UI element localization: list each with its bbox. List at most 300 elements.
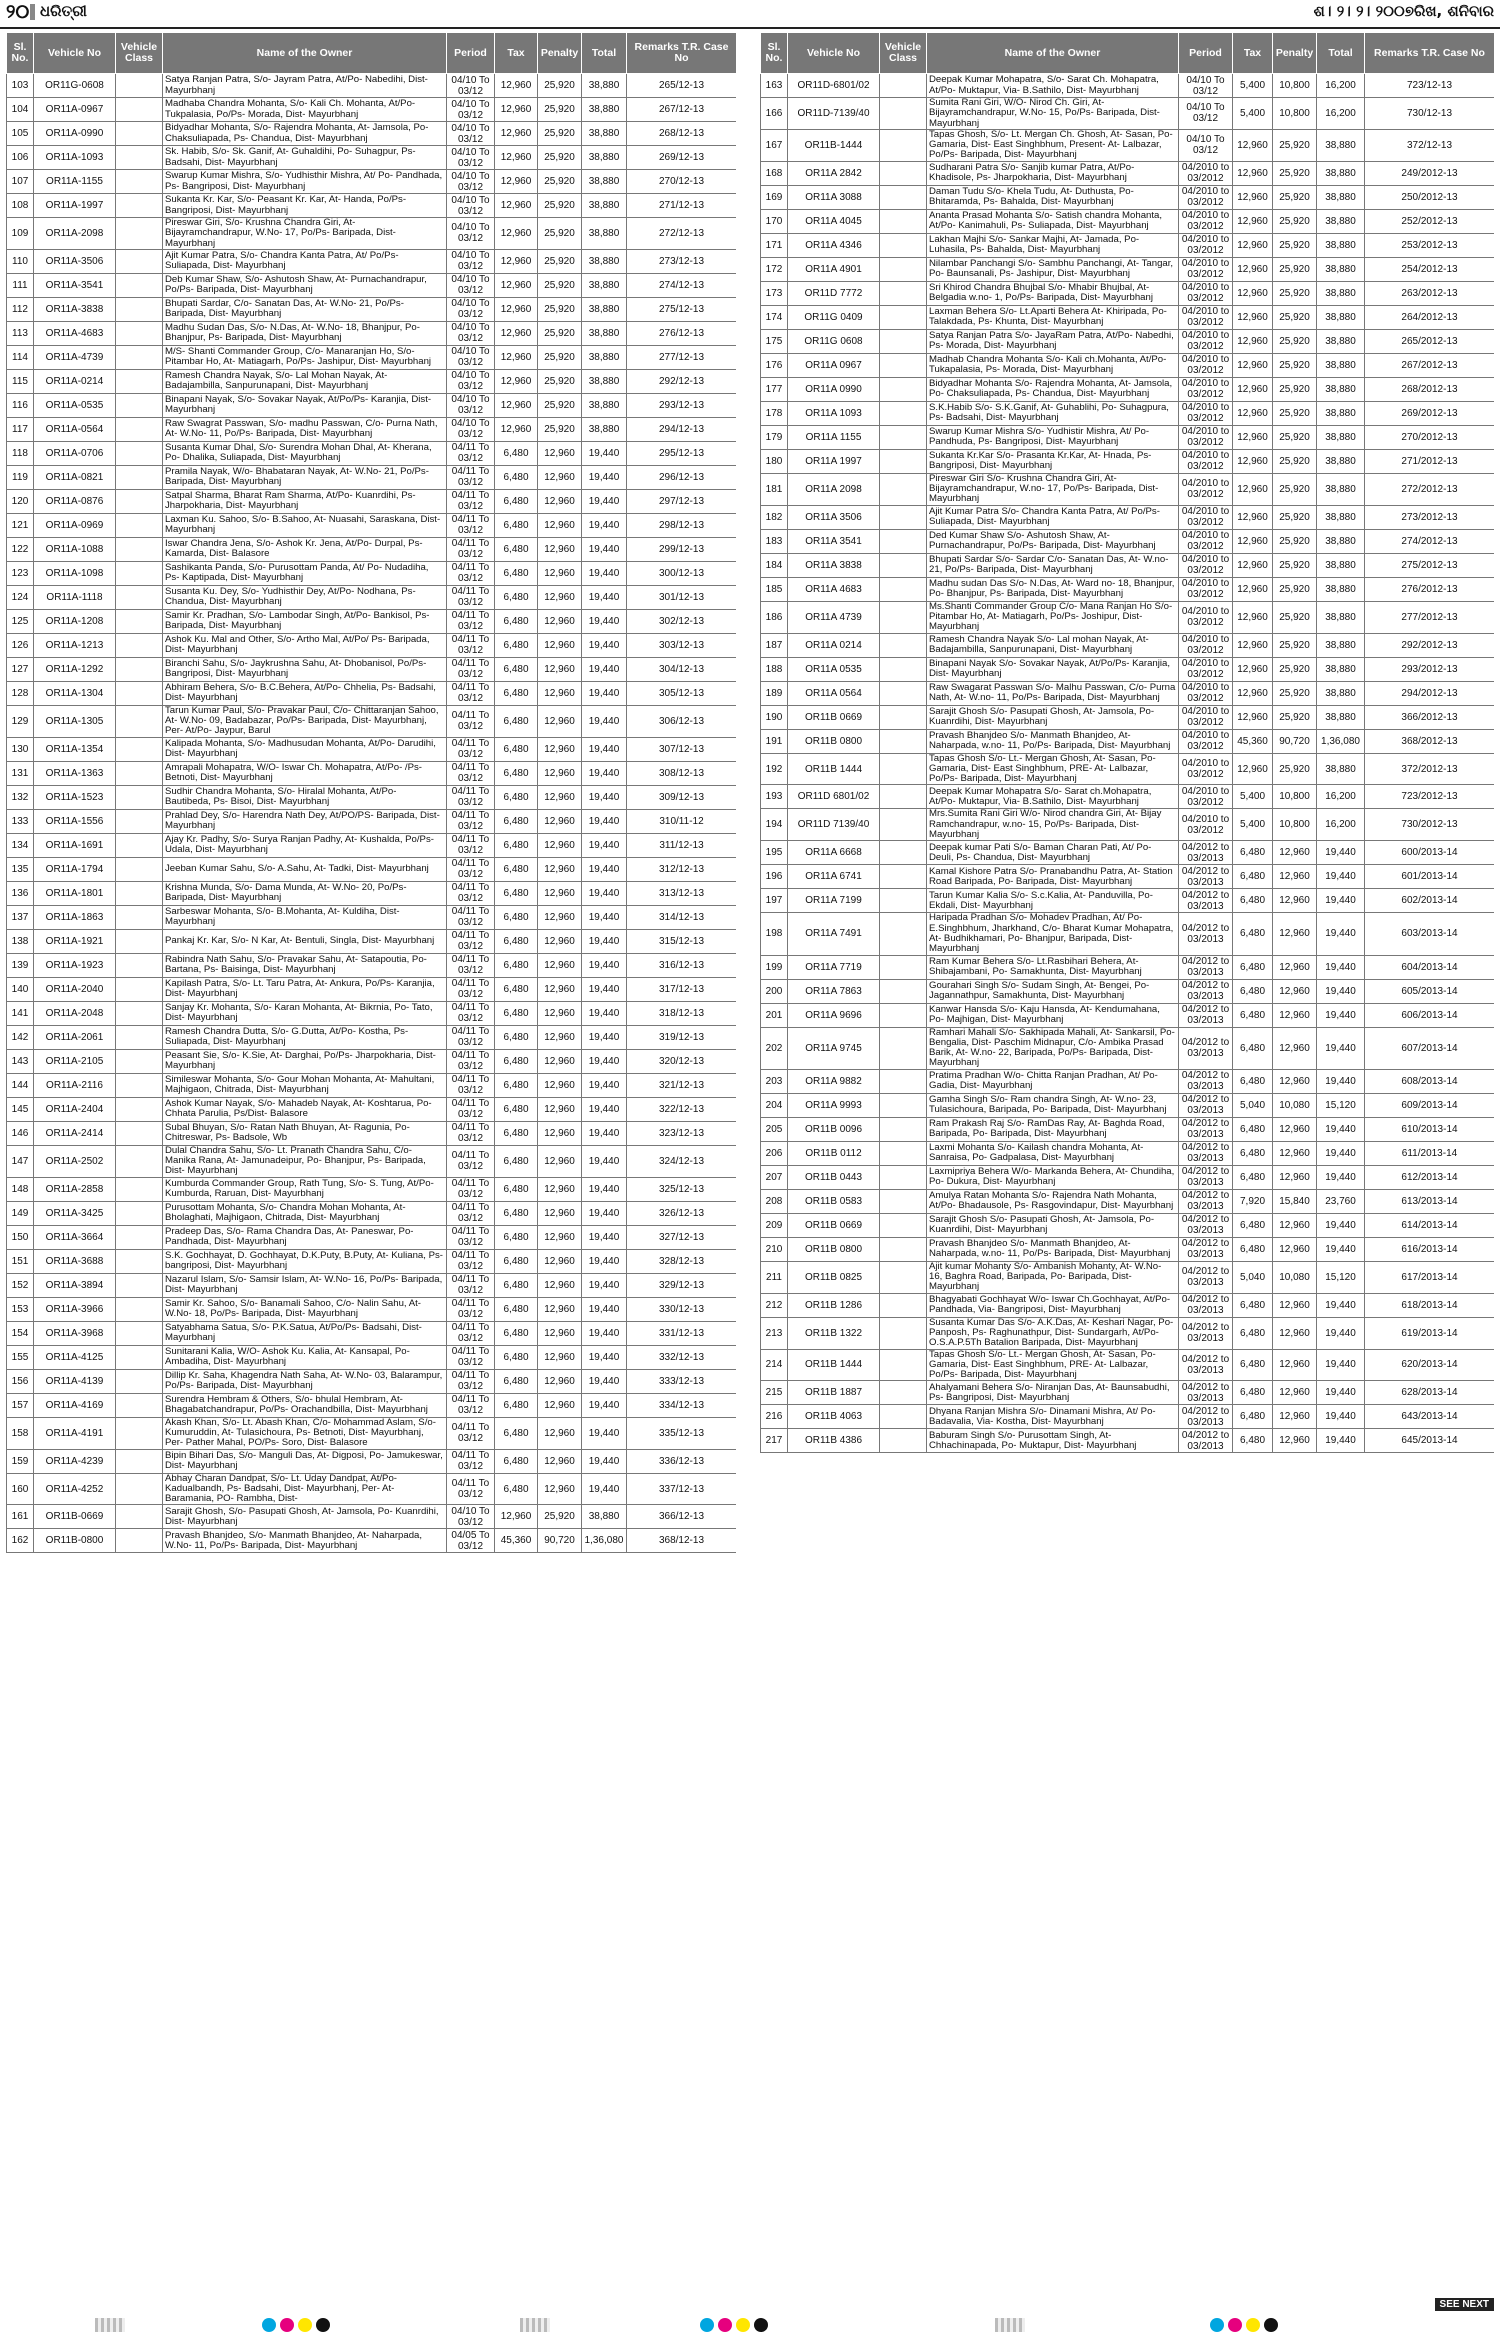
cell-penalty: 25,920 (1273, 449, 1317, 473)
cell-vehicle-no: OR11A 9745 (788, 1027, 880, 1069)
cell-vehicle-class (880, 729, 927, 753)
cell-tax: 12,960 (495, 273, 538, 297)
cell-tax: 12,960 (495, 122, 538, 146)
cell-penalty: 12,960 (538, 513, 582, 537)
cell-remarks: 311/12-13 (627, 833, 737, 857)
cell-vehicle-class (116, 122, 163, 146)
cell-tax: 12,960 (1233, 257, 1273, 281)
cell-total: 19,440 (1317, 1381, 1365, 1405)
cell-period: 04/11 To 03/12 (447, 1321, 495, 1345)
cell-vehicle-no: OR11A 7491 (788, 913, 880, 955)
cell-total: 19,440 (1317, 1349, 1365, 1381)
cell-vehicle-no: OR11A-1863 (34, 905, 116, 929)
cell-vehicle-no: OR11A-2116 (34, 1073, 116, 1097)
cell-owner: Pradeep Das, S/o- Rama Chandra Das, At- Paneswar, Po- Pandhada, Dist- Mayurbhanj (163, 1225, 447, 1249)
cell-total: 38,880 (1317, 185, 1365, 209)
cell-sl: 140 (7, 977, 34, 1001)
left-table-body (7, 74, 737, 1553)
cell-sl: 148 (7, 1177, 34, 1201)
table-row (7, 1369, 737, 1393)
cell-vehicle-class (116, 1345, 163, 1369)
cell-owner: Ms.Shanti Commander Group C/o- Mana Ranjan Ho S/o- Pitambar Ho, At- Matiagarh, Po/Ps- Joshipur, Dist- Mayurbhanj (927, 601, 1179, 633)
cell-period: 04/10 To 03/12 (447, 345, 495, 369)
cell-total: 16,200 (1317, 785, 1365, 809)
cell-vehicle-no: OR11A-2414 (34, 1121, 116, 1145)
cell-owner: Swarup Kumar Mishra S/o- Yudhistir Mishra, At/ Po- Pandhuda, Ps- Bangriposi, Dist- Mayurbhanj (927, 425, 1179, 449)
cell-remarks: 252/2012-13 (1365, 209, 1495, 233)
cell-vehicle-class (880, 305, 927, 329)
cell-period: 04/10 To 03/12 (447, 146, 495, 170)
table-row (7, 74, 737, 98)
cell-remarks: 368/2012-13 (1365, 729, 1495, 753)
cell-remarks: 604/2013-14 (1365, 955, 1495, 979)
cell-period: 04/11 To 03/12 (447, 633, 495, 657)
cell-period: 04/11 To 03/12 (447, 1473, 495, 1505)
cell-total: 38,880 (1317, 401, 1365, 425)
cell-sl: 174 (761, 305, 788, 329)
cell-vehicle-no: OR11A 0564 (788, 681, 880, 705)
cell-sl: 186 (761, 601, 788, 633)
cell-owner: Nilambar Panchangi S/o- Sambhu Panchangi, At- Tangar, Po- Baunsanali, Ps- Jashipur, Dist- Mayurbhanj (927, 257, 1179, 281)
cell-period: 04/2012 to 03/2013 (1179, 1213, 1233, 1237)
cell-remarks: 605/2013-14 (1365, 979, 1495, 1003)
cell-sl: 168 (761, 161, 788, 185)
cell-owner: Susanta Kumar Dhal, S/o- Surendra Mohan Dhal, At- Kherana, Po- Dhalika, Suliapada, Dist- Mayurbhanj (163, 441, 447, 465)
cell-sl: 194 (761, 809, 788, 841)
cell-period: 04/11 To 03/12 (447, 1345, 495, 1369)
cell-vehicle-class (880, 753, 927, 785)
table-row (761, 1093, 1495, 1117)
cell-owner: Ananta Prasad Mohanta S/o- Satish chandra Mohanta, At/Po- Kanimahuli, Ps- Suliapada, Dist- Mayurbhanj (927, 209, 1179, 233)
col-sl: Sl. No. (761, 33, 788, 74)
cell-vehicle-class (116, 657, 163, 681)
cell-remarks: 368/12-13 (627, 1529, 737, 1553)
table-row (761, 161, 1495, 185)
cell-total: 19,440 (1317, 841, 1365, 865)
cell-owner: Ajay Kr. Padhy, S/o- Surya Ranjan Padhy, At- Kushalda, Po/Ps- Udala, Dist- Mayurbhanj (163, 833, 447, 857)
cell-penalty: 12,960 (538, 929, 582, 953)
cell-owner: Iswar Chandra Jena, S/o- Ashok Kr. Jena, At/Po- Durpal, Ps- Kamarda, Dist- Balasore (163, 537, 447, 561)
table-row (7, 1249, 737, 1273)
col-period: Period (1179, 33, 1233, 74)
cell-owner: Abhay Charan Dandpat, S/o- Lt. Uday Dandpat, At/Po- Kadualbandh, Ps- Badsahi, Dist- Mayurbhanj, Per- At- Baramania, PO- Rambha, Dist- (163, 1473, 447, 1505)
cell-vehicle-no: OR11A-4252 (34, 1473, 116, 1505)
cell-period: 04/2012 to 03/2013 (1179, 1317, 1233, 1349)
cell-owner: Kalipada Mohanta, S/o- Madhusudan Mohanta, At/Po- Darudihi, Dist- Mayurbhanj (163, 737, 447, 761)
cell-vehicle-no: OR11A-1691 (34, 833, 116, 857)
table-row (7, 417, 737, 441)
cell-penalty: 25,920 (538, 393, 582, 417)
cell-sl: 136 (7, 881, 34, 905)
cell-vehicle-class (880, 705, 927, 729)
cell-vehicle-no: OR11B 4063 (788, 1405, 880, 1429)
cell-total: 19,440 (582, 1249, 627, 1273)
cell-vehicle-no: OR11A-1098 (34, 561, 116, 585)
cell-tax: 6,480 (495, 737, 538, 761)
cell-sl: 209 (761, 1213, 788, 1237)
cell-vehicle-class (880, 257, 927, 281)
cell-vehicle-no: OR11A 1155 (788, 425, 880, 449)
cell-period: 04/10 To 03/12 (447, 249, 495, 273)
cell-vehicle-no: OR11B 1286 (788, 1293, 880, 1317)
cell-vehicle-class (116, 1369, 163, 1393)
cell-vehicle-no: OR11A-3425 (34, 1201, 116, 1225)
cell-total: 19,440 (582, 681, 627, 705)
cell-tax: 6,480 (495, 1249, 538, 1273)
cell-vehicle-class (880, 529, 927, 553)
cell-remarks: 337/12-13 (627, 1473, 737, 1505)
cell-owner: Sukanta Kr.Kar S/o- Prasanta Kr.Kar, At- Hnada, Ps- Bangriposi, Dist- Mayurbhanj (927, 449, 1179, 473)
cell-tax: 12,960 (495, 321, 538, 345)
cell-vehicle-class (116, 321, 163, 345)
cell-total: 38,880 (1317, 505, 1365, 529)
cell-total: 19,440 (1317, 865, 1365, 889)
cell-period: 04/2012 to 03/2013 (1179, 841, 1233, 865)
cell-vehicle-no: OR11A-4683 (34, 321, 116, 345)
cell-tax: 6,480 (495, 905, 538, 929)
cell-total: 19,440 (582, 833, 627, 857)
cell-vehicle-class (116, 170, 163, 194)
cell-remarks: 320/12-13 (627, 1049, 737, 1073)
cell-total: 19,440 (582, 1369, 627, 1393)
cell-remarks: 270/12-13 (627, 170, 737, 194)
cell-sl: 105 (7, 122, 34, 146)
cell-vehicle-class (116, 1273, 163, 1297)
cell-vehicle-no: OR11A-1155 (34, 170, 116, 194)
cell-penalty: 12,960 (538, 857, 582, 881)
table-row (7, 1225, 737, 1249)
cell-remarks: 333/12-13 (627, 1369, 737, 1393)
cell-sl: 124 (7, 585, 34, 609)
cell-remarks: 296/12-13 (627, 465, 737, 489)
yellow-dot (1246, 2318, 1260, 2332)
newspaper-name: ଧରିତ୍ରୀ (40, 2, 87, 20)
cell-sl: 199 (761, 955, 788, 979)
col-penalty: Penalty (1273, 33, 1317, 74)
cell-owner: Pravash Bhanjdeo S/o- Manmath Bhanjdeo, At- Naharpada, w.no- 11, Po/Ps- Baripada, Dist- Mayurbhanj (927, 1237, 1179, 1261)
cell-vehicle-no: OR11A 6741 (788, 865, 880, 889)
cell-penalty: 10,800 (1273, 98, 1317, 130)
cell-period: 04/11 To 03/12 (447, 465, 495, 489)
cell-tax: 12,960 (1233, 753, 1273, 785)
cell-vehicle-class (116, 369, 163, 393)
table-row (761, 633, 1495, 657)
cell-tax: 6,480 (1233, 1317, 1273, 1349)
cell-remarks: 306/12-13 (627, 705, 737, 737)
cell-owner: Lakhan Majhi S/o- Sankar Majhi, At- Jamada, Po- Luhasila, Ps- Bahalda, Dist- Mayurbhanj (927, 233, 1179, 257)
cell-total: 38,880 (1317, 657, 1365, 681)
cell-owner: Satya Ranjan Patra, S/o- Jayram Patra, At/Po- Nabedihi, Dist- Mayurbhanj (163, 74, 447, 98)
cell-remarks: 276/2012-13 (1365, 577, 1495, 601)
table-row (761, 329, 1495, 353)
cell-owner: Laxmipriya Behera W/o- Markanda Behera, At- Chundiha, Po- Dukura, Dist- Mayurbhanj (927, 1165, 1179, 1189)
col-sl: Sl. No. (7, 33, 34, 74)
cell-sl: 173 (761, 281, 788, 305)
table-row (761, 473, 1495, 505)
cell-sl: 210 (761, 1237, 788, 1261)
cell-owner: Daman Tudu S/o- Khela Tudu, At- Duthusta, Po- Bhitaramda, Ps- Bahalda, Dist- Mayurbhanj (927, 185, 1179, 209)
cell-vehicle-class (116, 1177, 163, 1201)
table-row (7, 809, 737, 833)
cell-tax: 12,960 (1233, 281, 1273, 305)
cell-vehicle-no: OR11B-1444 (788, 129, 880, 161)
cell-vehicle-class (116, 194, 163, 218)
cell-vehicle-no: OR11A-0967 (34, 98, 116, 122)
cell-sl: 110 (7, 249, 34, 273)
col-remarks: Remarks T.R. Case No (627, 33, 737, 74)
cell-tax: 6,480 (495, 1417, 538, 1449)
cell-total: 38,880 (1317, 577, 1365, 601)
cell-vehicle-class (880, 865, 927, 889)
cell-vehicle-no: OR11A-0214 (34, 369, 116, 393)
cell-vehicle-class (116, 489, 163, 513)
cell-total: 19,440 (582, 465, 627, 489)
col-tax: Tax (1233, 33, 1273, 74)
cell-period: 04/2010 to 03/2012 (1179, 705, 1233, 729)
cell-vehicle-class (116, 1225, 163, 1249)
table-row (761, 1141, 1495, 1165)
cell-remarks: 372/12-13 (1365, 129, 1495, 161)
cell-period: 04/11 To 03/12 (447, 761, 495, 785)
table-row (7, 297, 737, 321)
cell-owner: Ajit Kumar Patra S/o- Chandra Kanta Patra, At/ Po/Ps- Suliapada, Dist- Mayurbhanj (927, 505, 1179, 529)
cell-total: 19,440 (582, 929, 627, 953)
cell-vehicle-no: OR11A-4191 (34, 1417, 116, 1449)
cell-vehicle-class (880, 281, 927, 305)
cell-period: 04/10 To 03/12 (447, 297, 495, 321)
cell-sl: 109 (7, 218, 34, 250)
cell-period: 04/2012 to 03/2013 (1179, 955, 1233, 979)
cell-tax: 12,960 (1233, 329, 1273, 353)
cell-vehicle-no: OR11B 1444 (788, 753, 880, 785)
cell-vehicle-no: OR11B 0800 (788, 1237, 880, 1261)
cell-owner: Purusottam Mohanta, S/o- Chandra Mohan Mohanta, At- Bholaghati, Majhigaon, Chitrada, Dist- Mayurbhanj (163, 1201, 447, 1225)
cell-vehicle-class (880, 913, 927, 955)
cell-remarks: 295/12-13 (627, 441, 737, 465)
cell-remarks: 619/2013-14 (1365, 1317, 1495, 1349)
cell-tax: 5,400 (1233, 98, 1273, 130)
table-row (7, 170, 737, 194)
cell-sl: 152 (7, 1273, 34, 1297)
cell-tax: 12,960 (495, 98, 538, 122)
table-row (761, 979, 1495, 1003)
cell-tax: 6,480 (495, 929, 538, 953)
cell-period: 04/11 To 03/12 (447, 881, 495, 905)
table-row (761, 129, 1495, 161)
cell-sl: 207 (761, 1165, 788, 1189)
cell-period: 04/10 To 03/12 (447, 122, 495, 146)
cell-owner: Swarup Kumar Mishra, S/o- Yudhisthir Mishra, At/ Po- Pandhada, Ps- Bangriposi, Dist- Mayurbhanj (163, 170, 447, 194)
cell-vehicle-no: OR11G 0409 (788, 305, 880, 329)
cell-penalty: 12,960 (1273, 1237, 1317, 1261)
cell-period: 04/2010 to 03/2012 (1179, 809, 1233, 841)
cell-vehicle-no: OR11A-1213 (34, 633, 116, 657)
cell-vehicle-no: OR11A 4045 (788, 209, 880, 233)
cell-vehicle-no: OR11A-2404 (34, 1097, 116, 1121)
cell-vehicle-no: OR11G-0608 (34, 74, 116, 98)
cell-tax: 6,480 (495, 833, 538, 857)
cell-vehicle-class (116, 1297, 163, 1321)
cell-penalty: 12,960 (1273, 1429, 1317, 1453)
cell-period: 04/11 To 03/12 (447, 977, 495, 1001)
cell-sl: 156 (7, 1369, 34, 1393)
cell-owner: Dhyana Ranjan Mishra S/o- Dinamani Mishra, At/ Po- Badavalia, Via- Kostha, Dist- Mayurbhanj (927, 1405, 1179, 1429)
table-row (761, 1069, 1495, 1093)
cell-remarks: 331/12-13 (627, 1321, 737, 1345)
table-row (761, 425, 1495, 449)
cell-sl: 154 (7, 1321, 34, 1345)
cell-remarks: 273/2012-13 (1365, 505, 1495, 529)
cell-tax: 6,480 (1233, 955, 1273, 979)
cell-remarks: 606/2013-14 (1365, 1003, 1495, 1027)
cell-owner: Deb Kumar Shaw, S/o- Ashutosh Shaw, At- Purnachandrapur, Po/Ps- Baripada, Dist- Mayurbhanj (163, 273, 447, 297)
cell-tax: 12,960 (1233, 553, 1273, 577)
cell-owner: Sarajit Ghosh S/o- Pasupati Ghosh, At- Jamsola, Po- Kuanrdihi, Dist- Mayurbhanj (927, 705, 1179, 729)
cell-vehicle-class (116, 905, 163, 929)
table-row (7, 1001, 737, 1025)
cell-owner: Kumburda Commander Group, Rath Tung, S/o- S. Tung, At/Po- Kumburda, Raruan, Dist- Mayurbhanj (163, 1177, 447, 1201)
cell-total: 38,880 (582, 194, 627, 218)
table-row (7, 833, 737, 857)
cell-owner: Sri Khirod Chandra Bhujbal S/o- Mhabir Bhujbal, At- Belgadia w.no- 1, Po/Ps- Baripada, Dist- Mayurbhanj (927, 281, 1179, 305)
cell-owner: Kamal Kishore Patra S/o- Pranabandhu Patra, At- Station Road Baripada, Po- Baripada, Dist- Mayurbhanj (927, 865, 1179, 889)
cell-period: 04/2012 to 03/2013 (1179, 1381, 1233, 1405)
cell-owner: Subal Bhuyan, S/o- Ratan Nath Bhuyan, At- Ragunia, Po- Chitreswar, Ps- Badsole, Wb (163, 1121, 447, 1145)
cell-remarks: 274/2012-13 (1365, 529, 1495, 553)
table-row (761, 1165, 1495, 1189)
cell-vehicle-no: OR11B 0669 (788, 1213, 880, 1237)
cell-penalty: 12,960 (538, 1297, 582, 1321)
table-row (7, 953, 737, 977)
cell-tax: 12,960 (495, 393, 538, 417)
col-period: Period (447, 33, 495, 74)
cell-sl: 142 (7, 1025, 34, 1049)
cell-remarks: 254/2012-13 (1365, 257, 1495, 281)
cell-period: 04/10 To 03/12 (447, 98, 495, 122)
cell-tax: 12,960 (1233, 161, 1273, 185)
cell-vehicle-no: OR11A 3838 (788, 553, 880, 577)
cell-penalty: 90,720 (538, 1529, 582, 1553)
cell-sl: 195 (761, 841, 788, 865)
cell-period: 04/2010 to 03/2012 (1179, 329, 1233, 353)
cell-penalty: 12,960 (538, 977, 582, 1001)
cell-period: 04/2012 to 03/2013 (1179, 1165, 1233, 1189)
cell-penalty: 25,920 (1273, 233, 1317, 257)
cell-sl: 149 (7, 1201, 34, 1225)
cell-total: 38,880 (1317, 633, 1365, 657)
cell-period: 04/2010 to 03/2012 (1179, 529, 1233, 553)
cell-penalty: 12,960 (538, 833, 582, 857)
cell-tax: 6,480 (495, 1025, 538, 1049)
cell-vehicle-no: OR11B 0112 (788, 1141, 880, 1165)
cell-total: 19,440 (582, 1297, 627, 1321)
cell-owner: Mrs.Sumita Rani Giri W/o- Nirod chandra Giri, At- Bijay Ramchandrapur, w.no- 15, Po/Ps- Baripada, Dist- Mayurbhanj (927, 809, 1179, 841)
cell-tax: 12,960 (495, 297, 538, 321)
cell-period: 04/2012 to 03/2013 (1179, 1189, 1233, 1213)
cell-remarks: 310/11-12 (627, 809, 737, 833)
cell-tax: 5,040 (1233, 1261, 1273, 1293)
cell-penalty: 12,960 (538, 1321, 582, 1345)
right-header-row (761, 33, 1495, 74)
cell-owner: Biranchi Sahu, S/o- Jaykrushna Sahu, At- Dhobanisol, Po/Ps- Bangriposi, Dist- Mayurbhanj (163, 657, 447, 681)
cell-period: 04/11 To 03/12 (447, 737, 495, 761)
cell-remarks: 321/12-13 (627, 1073, 737, 1097)
cell-owner: Deepak Kumar Mohapatra S/o- Sarat ch.Mohapatra, At/Po- Muktapur, Via- B.Sathilo, Dist- Mayurbhanj (927, 785, 1179, 809)
cell-vehicle-class (116, 537, 163, 561)
cell-remarks: 366/2012-13 (1365, 705, 1495, 729)
cell-owner: Ajit Kumar Patra, S/o- Chandra Kanta Patra, At/ Po/Ps- Suliapada, Dist- Mayurbhanj (163, 249, 447, 273)
cell-vehicle-no: OR11D 7139/40 (788, 809, 880, 841)
cell-period: 04/10 To 03/12 (1179, 98, 1233, 130)
cell-remarks: 269/12-13 (627, 146, 737, 170)
cell-penalty: 12,960 (1273, 841, 1317, 865)
cell-vehicle-no: OR11B 1444 (788, 1349, 880, 1381)
cell-vehicle-no: OR11A-2105 (34, 1049, 116, 1073)
cell-remarks: 263/2012-13 (1365, 281, 1495, 305)
cell-vehicle-class (116, 857, 163, 881)
cell-tax: 6,480 (1233, 889, 1273, 913)
cell-vehicle-class (880, 161, 927, 185)
cell-vehicle-class (880, 681, 927, 705)
cell-tax: 6,480 (495, 785, 538, 809)
cell-total: 19,440 (582, 977, 627, 1001)
cell-owner: Binapani Nayak, S/o- Sovakar Nayak, At/Po/Ps- Karanjia, Dist- Mayurbhanj (163, 393, 447, 417)
cell-total: 16,200 (1317, 98, 1365, 130)
cell-remarks: 322/12-13 (627, 1097, 737, 1121)
cell-penalty: 25,920 (1273, 505, 1317, 529)
cell-vehicle-no: OR11A-4125 (34, 1345, 116, 1369)
cell-total: 38,880 (582, 170, 627, 194)
cell-total: 19,440 (582, 761, 627, 785)
cell-total: 19,440 (582, 609, 627, 633)
cell-vehicle-class (116, 393, 163, 417)
cell-vehicle-no: OR11A 1093 (788, 401, 880, 425)
cell-owner: Gamha Singh S/o- Ram chandra Singh, At- W.no- 23, Tulasichoura, Baripada, Po- Baripada, Dist- Mayurbhanj (927, 1093, 1179, 1117)
cell-sl: 123 (7, 561, 34, 585)
cell-penalty: 12,960 (538, 881, 582, 905)
cell-remarks: 276/12-13 (627, 321, 737, 345)
cell-owner: Sukanta Kr. Kar, S/o- Peasant Kr. Kar, At- Handa, Po/Ps- Bangriposi, Dist- Mayurbhanj (163, 194, 447, 218)
cell-total: 19,440 (582, 633, 627, 657)
cell-penalty: 12,960 (538, 1049, 582, 1073)
cell-period: 04/2010 to 03/2012 (1179, 353, 1233, 377)
cell-owner: Sudhir Chandra Mohanta, S/o- Hiralal Mohanta, At/Po- Bautibeda, Ps- Bisoi, Dist- Mayurbhanj (163, 785, 447, 809)
cell-tax: 6,480 (495, 681, 538, 705)
cell-sl: 114 (7, 345, 34, 369)
cell-total: 19,440 (1317, 979, 1365, 1003)
col-vehicle-class: Vehicle Class (880, 33, 927, 74)
cell-total: 19,440 (1317, 889, 1365, 913)
cell-remarks: 645/2013-14 (1365, 1429, 1495, 1453)
col-owner: Name of the Owner (927, 33, 1179, 74)
table-row (7, 345, 737, 369)
cell-total: 19,440 (582, 489, 627, 513)
cell-sl: 189 (761, 681, 788, 705)
table-row (7, 1449, 737, 1473)
cell-period: 04/2010 to 03/2012 (1179, 753, 1233, 785)
cell-owner: Ajit kumar Mohanty S/o- Ambanish Mohanty, At- W.No- 16, Baghra Road, Baripada, Po- Baripada, Dist- Mayurbhanj (927, 1261, 1179, 1293)
cell-period: 04/2012 to 03/2013 (1179, 1093, 1233, 1117)
cell-owner: Tapas Ghosh, S/o- Lt. Mergan Ch. Ghosh, At- Sasan, Po- Gamaria, Dist- East Singhbhum, Present- At- Lalbazar, Po/Ps- Baripada, Dist- Mayurbhanj (927, 129, 1179, 161)
registration-mark (95, 2318, 125, 2332)
cell-vehicle-class (880, 1003, 927, 1027)
cell-owner: Pravash Bhanjdeo S/o- Manmath Bhanjdeo, At- Naharpada, w.no- 11, Po/Ps- Baripada, Dist- Mayurbhanj (927, 729, 1179, 753)
cell-tax: 12,960 (495, 194, 538, 218)
table-row (7, 513, 737, 537)
cell-period: 04/2010 to 03/2012 (1179, 257, 1233, 281)
cell-penalty: 25,920 (538, 74, 582, 98)
cell-owner: Sk. Habib, S/o- Sk. Ganif, At- Guhaldihi, Po- Suhagpur, Ps- Badsahi, Dist- Mayurbhanj (163, 146, 447, 170)
